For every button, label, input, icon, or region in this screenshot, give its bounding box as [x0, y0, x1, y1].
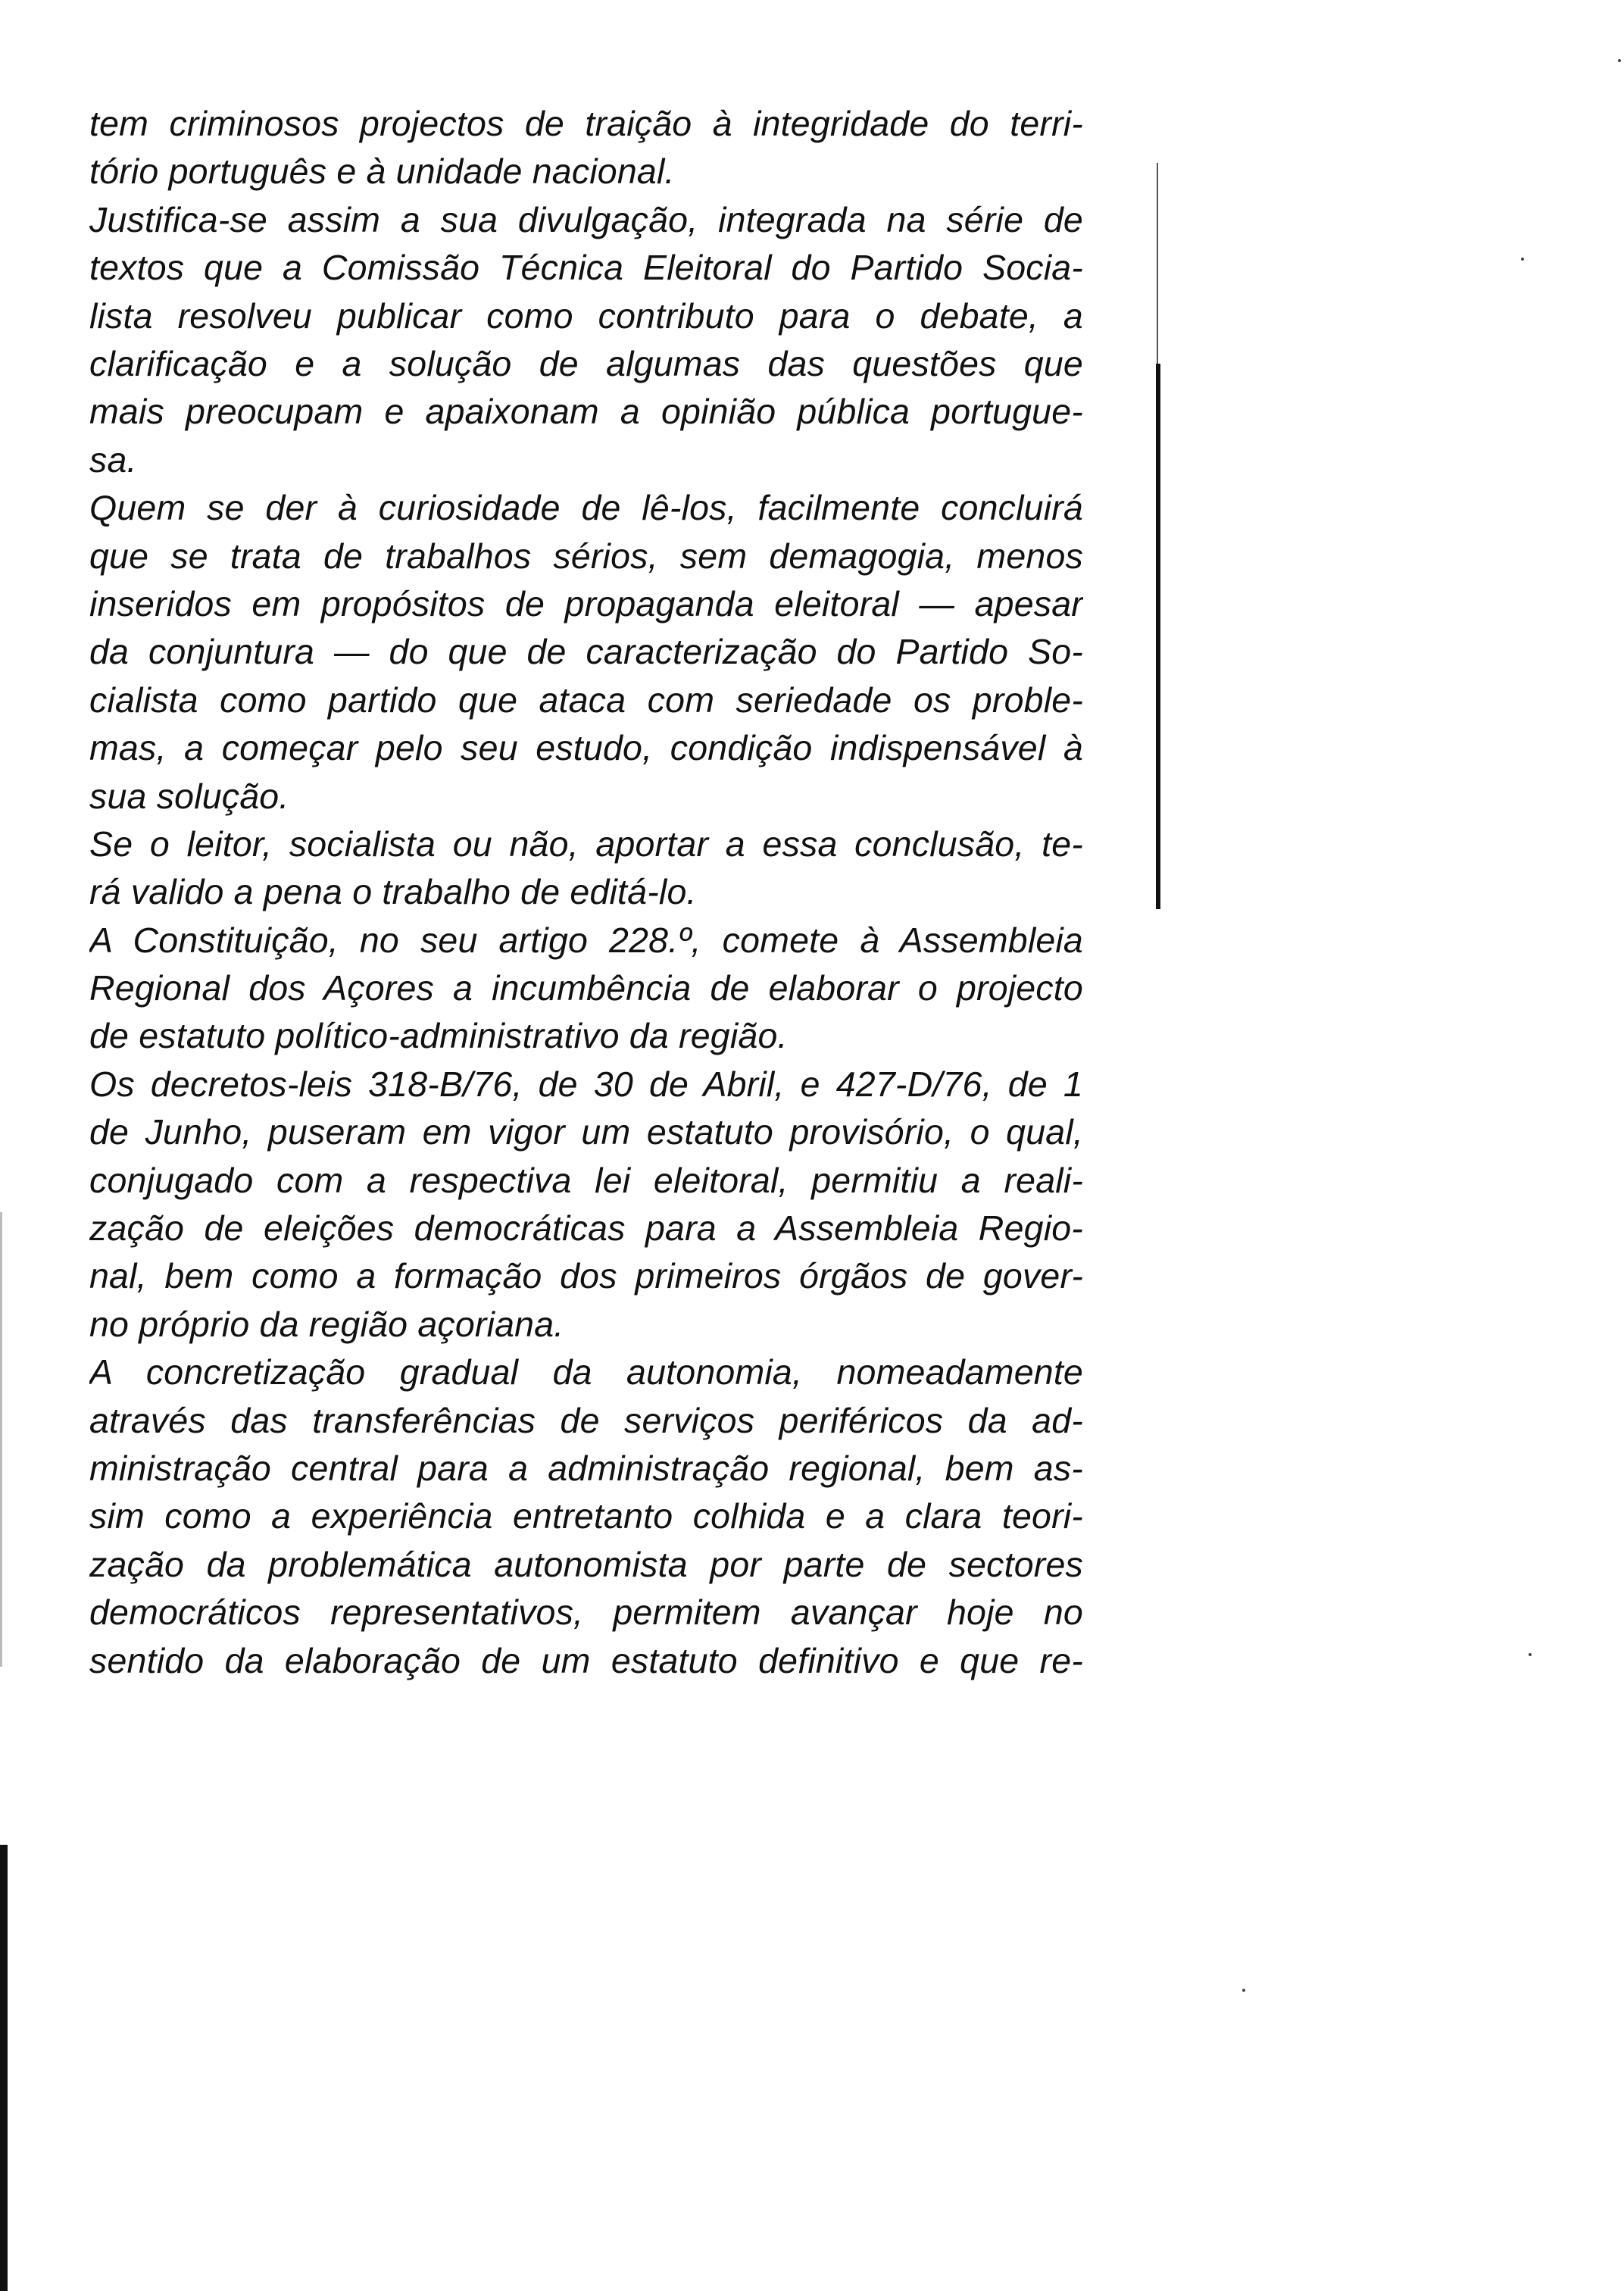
text-line: A concretização gradual da autonomia, nomeadamente [89, 1352, 1083, 1392]
text-line: clarificação e a solução de algumas das questões que [89, 343, 1083, 383]
text-line: sa. [89, 439, 137, 480]
text-line: nal, bem como a formação dos primeiros órgãos de gover- [89, 1256, 1083, 1296]
text-line: Justifica-se assim a sua divulgação, integrada na série de [89, 199, 1083, 239]
text-line: tem criminosos projectos de traição à integridade do terri- [89, 104, 1083, 143]
text-line: rá valido a pena o trabalho de editá-lo. [89, 872, 697, 912]
scan-speck [1529, 1653, 1532, 1656]
scan-speck [1521, 258, 1524, 261]
text-line: que se trata de trabalhos sérios, sem demagogia, menos [89, 536, 1083, 576]
margin-rule-thin [1157, 163, 1158, 364]
text-line: sua solução. [89, 776, 289, 816]
scan-edge-mark [0, 1845, 8, 2291]
text-line: textos que a Comissão Técnica Eleitoral do Partido Socia- [89, 248, 1083, 288]
text-line: de estatuto político-administrativo da região. [89, 1016, 788, 1056]
text-line: cialista como partido que ataca com seriedade os proble- [89, 680, 1083, 720]
text-line: Quem se der à curiosidade de lê-los, facilmente concluirá [89, 488, 1083, 528]
text-line: Os decretos-leis 318-B/76, de 30 de Abril, e 427-D/76, de 1 [89, 1064, 1083, 1104]
text-line: zação de eleições democráticas para a Assembleia Regio- [89, 1208, 1083, 1249]
scan-speck [1242, 1989, 1245, 1992]
text-line: A Constituição, no seu artigo 228.º, comete à Assembleia [89, 920, 1083, 960]
margin-rule [1156, 364, 1160, 909]
text-line: zação da problemática autonomista por parte de sectores [89, 1544, 1083, 1584]
text-line: sim como a experiência entretanto colhida e a clara teori- [89, 1496, 1083, 1536]
text-line: Regional dos Açores a incumbência de elaborar o projecto [89, 968, 1083, 1008]
text-line: lista resolveu publicar como contributo para o debate, a [89, 295, 1083, 336]
scan-edge-shadow [0, 1212, 2, 1667]
text-line: conjugado com a respectiva lei eleitoral, permitiu a reali- [89, 1160, 1083, 1200]
text-line: inseridos em propósitos de propaganda eleitoral — apesar [89, 583, 1083, 624]
text-line: da conjuntura — do que de caracterização do Partido So- [89, 632, 1083, 672]
text-line: de Junho, puseram em vigor um estatuto provisório, o qual, [89, 1112, 1083, 1152]
text-line: no próprio da região açoriana. [89, 1304, 564, 1344]
body-text [89, 100, 1083, 1685]
text-line: mas, a começar pelo seu estudo, condição indispensável à [89, 728, 1083, 768]
text-line: através das transferências de serviços periféricos da ad- [89, 1400, 1083, 1440]
text-line: mais preocupam e apaixonam a opinião pública portugue- [89, 392, 1083, 432]
scan-speck [1618, 59, 1621, 62]
text-line: ministração central para a administração regional, bem as- [89, 1449, 1083, 1489]
text-line: sentido da elaboração de um estatuto definitivo e que re- [89, 1640, 1083, 1680]
text-line: democráticos representativos, permitem avançar hoje no [89, 1592, 1083, 1633]
text-line: Se o leitor, socialista ou não, aportar a essa conclusão, te- [89, 824, 1083, 864]
text-line: tório português e à unidade nacional. [89, 152, 675, 192]
